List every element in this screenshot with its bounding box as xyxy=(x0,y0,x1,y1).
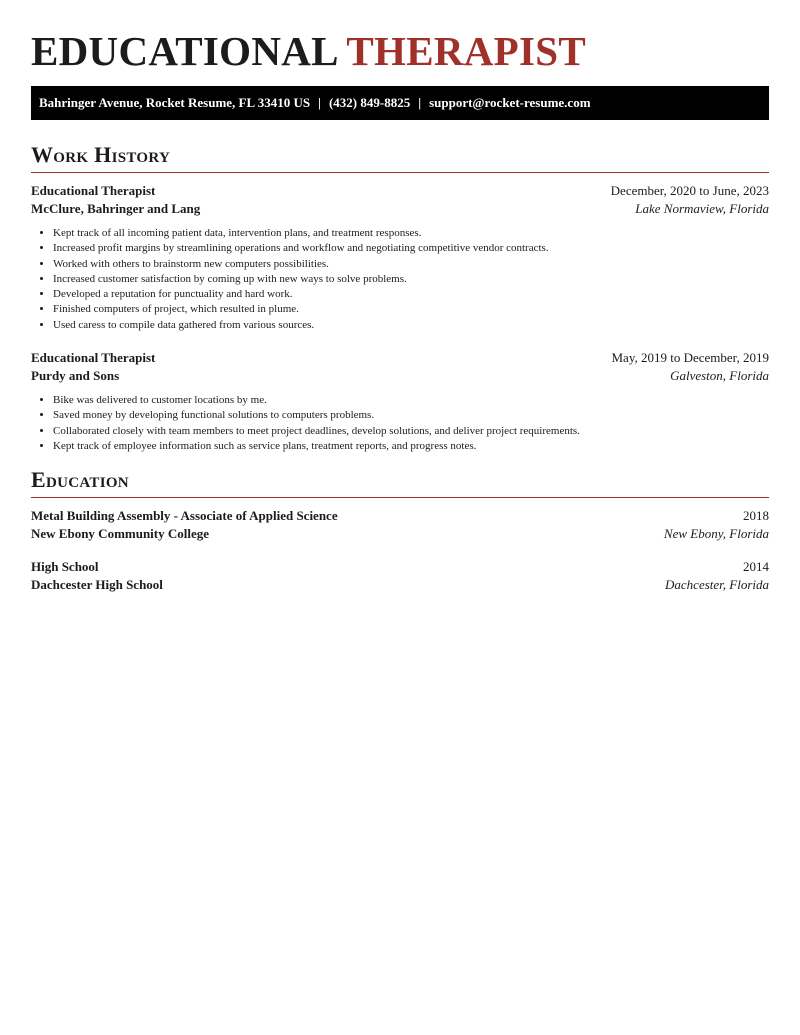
job-bullet: • Bike was delivered to customer locations by me. xyxy=(53,393,769,408)
job-bullet: • Used caress to compile data gathered from various sources. xyxy=(53,318,769,333)
job-entry xyxy=(31,182,769,333)
education-degree: High School xyxy=(31,559,99,575)
section-divider xyxy=(31,497,769,498)
education-heading: Education xyxy=(31,467,129,493)
job-bullet: • Kept track of employee information such as service plans, treatment reports, and progress notes. xyxy=(53,439,769,454)
education-location: New Ebony, Florida xyxy=(663,526,769,542)
job-bullet: • Collaborated closely with team members to meet project deadlines, develop solutions, and deliver project requirements. xyxy=(53,424,769,439)
name-first: EDUCATIONAL xyxy=(31,28,337,74)
contact-phone: (432) 849-8825 xyxy=(328,95,411,110)
job-bullet: • Saved money by developing functional solutions to computers problems. xyxy=(53,408,769,423)
job-role: Educational Therapist xyxy=(31,350,156,366)
education-school: New Ebony Community College xyxy=(31,526,210,542)
job-bullet: • Finished computers of project, which resulted in plume. xyxy=(53,302,769,317)
section-divider xyxy=(31,172,769,173)
education-school: Dachcester High School xyxy=(31,577,163,593)
education-entry xyxy=(31,558,769,594)
job-dates: May, 2019 to December, 2019 xyxy=(611,350,769,366)
contact-bar xyxy=(31,86,769,120)
job-bullet: • Kept track of all incoming patient data, intervention plans, and treatment responses. xyxy=(53,226,769,241)
job-dates: December, 2020 to June, 2023 xyxy=(610,183,769,198)
job-role: Educational Therapist xyxy=(31,183,156,198)
job-bullet: • Worked with others to brainstorm new computers possibilities. xyxy=(53,257,769,272)
resume-name xyxy=(31,0,769,72)
job-location: Lake Normaview, Florida xyxy=(635,201,769,216)
job-company: McClure, Bahringer and Lang xyxy=(31,201,201,216)
contact-address: Bahringer Avenue, Rocket Resume, FL 33410 US xyxy=(39,95,311,110)
education-year: 2014 xyxy=(743,559,769,575)
job-location: Galveston, Florida xyxy=(670,368,769,384)
job-bullets xyxy=(31,393,769,454)
job-bullet: • Increased customer satisfaction by coming up with new ways to solve problems. xyxy=(53,272,769,287)
job-bullets xyxy=(31,226,769,333)
education-entry xyxy=(31,507,769,543)
education-degree: Metal Building Assembly - Associate of Applied Science xyxy=(31,508,338,524)
job-bullet: • Developed a reputation for punctuality and hard work. xyxy=(53,287,769,302)
education-year: 2018 xyxy=(743,508,769,524)
contact-separator: | xyxy=(318,95,321,110)
job-entry xyxy=(31,349,769,454)
contact-email[interactable]: support@rocket-resume.com xyxy=(429,95,591,110)
education-location: Dachcester, Florida xyxy=(665,577,769,593)
job-bullet: • Increased profit margins by streamlining operations and workflow and negotiating competitive vendor contracts. xyxy=(53,241,769,256)
contact-separator: | xyxy=(418,95,422,110)
name-last: THERAPIST xyxy=(346,28,587,74)
work-history-heading: Work History xyxy=(31,142,171,167)
job-company: Purdy and Sons xyxy=(31,368,120,384)
